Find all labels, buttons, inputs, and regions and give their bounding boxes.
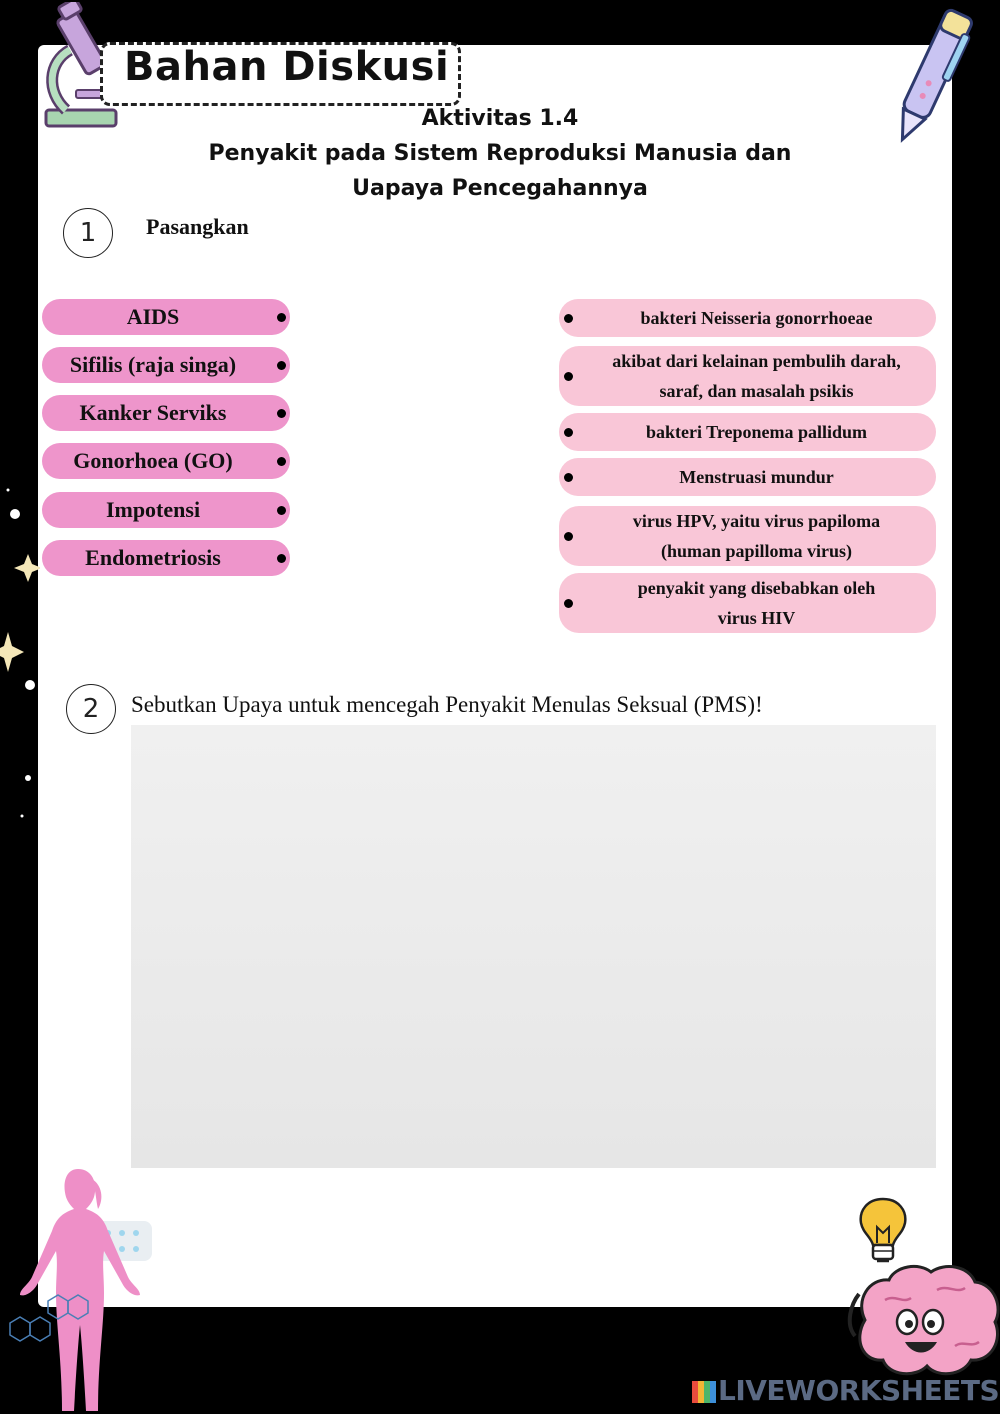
match-dot[interactable] — [277, 506, 286, 515]
left-item-impotensi[interactable] — [42, 492, 290, 528]
section-1-instruction: Pasangkan — [146, 214, 249, 239]
match-dot[interactable] — [564, 473, 573, 482]
section-2-question: Sebutkan Upaya untuk mencegah Penyakit Menulas Seksual (PMS)! — [131, 692, 763, 717]
match-dot[interactable] — [277, 457, 286, 466]
right-item-line1: penyakit yang disebabkan oleh — [637, 578, 876, 598]
match-dot[interactable] — [564, 599, 573, 608]
brain-mascot-icon — [845, 1260, 1000, 1380]
left-item-label: Gonorhoea (GO) — [73, 448, 233, 473]
right-item-line1: bakteri Neisseria gonorrhoeae — [640, 308, 873, 328]
section-2-number: 2 — [66, 684, 116, 734]
left-item-label: Impotensi — [105, 497, 201, 522]
right-item-6[interactable] — [559, 573, 936, 633]
logo-mark-icon — [692, 1381, 716, 1403]
sparkle-icon — [0, 460, 40, 840]
match-dot[interactable] — [564, 314, 573, 323]
match-dot[interactable] — [277, 409, 286, 418]
section-1-number: 1 — [63, 208, 113, 258]
left-item-endometriosis[interactable] — [42, 540, 290, 576]
brand-text: LIVEWORKSHEETS — [718, 1374, 1000, 1407]
right-item-line2: virus HIV — [717, 608, 796, 628]
right-item-4[interactable] — [559, 458, 936, 496]
match-dot[interactable] — [564, 532, 573, 541]
right-item-1[interactable] — [559, 299, 936, 337]
answer-input[interactable] — [131, 725, 936, 1168]
right-item-line2: saraf, dan masalah psikis — [659, 381, 854, 401]
match-dot[interactable] — [277, 313, 286, 322]
right-item-3[interactable] — [559, 413, 936, 451]
topic-title-line2: Uapaya Pencegahannya — [352, 176, 648, 201]
right-item-line1: virus HPV, yaitu virus papiloma — [632, 511, 881, 531]
left-item-label: Endometriosis — [85, 545, 221, 570]
topic-title-line1: Penyakit pada Sistem Reproduksi Manusia dan — [208, 141, 792, 166]
right-item-line1: bakteri Treponema pallidum — [645, 422, 868, 442]
match-dot[interactable] — [277, 361, 286, 370]
left-item-sifilis[interactable] — [42, 347, 290, 383]
match-dot[interactable] — [564, 428, 573, 437]
right-item-line1: Menstruasi mundur — [679, 467, 834, 487]
match-dot[interactable] — [564, 372, 573, 381]
left-item-aids[interactable] — [42, 299, 290, 335]
right-item-2[interactable] — [559, 346, 936, 406]
right-item-5[interactable] — [559, 506, 936, 566]
right-item-line2: (human papilloma virus) — [660, 541, 853, 561]
left-item-label: Sifilis (raja singa) — [69, 352, 237, 377]
right-item-line1: akibat dari kelainan pembulih darah, — [612, 351, 901, 371]
left-item-kanker-serviks[interactable] — [42, 395, 290, 431]
left-item-label: Kanker Serviks — [79, 400, 227, 425]
lightbulb-icon — [855, 1195, 911, 1267]
match-dot[interactable] — [277, 554, 286, 563]
activity-number: Aktivitas 1.4 — [421, 106, 579, 131]
left-item-label: AIDS — [126, 304, 180, 329]
human-body-icon — [0, 1165, 160, 1414]
liveworksheets-logo — [692, 1374, 999, 1407]
page-title: Bahan Diskusi — [124, 44, 450, 90]
left-item-gonorhoea[interactable] — [42, 443, 290, 479]
